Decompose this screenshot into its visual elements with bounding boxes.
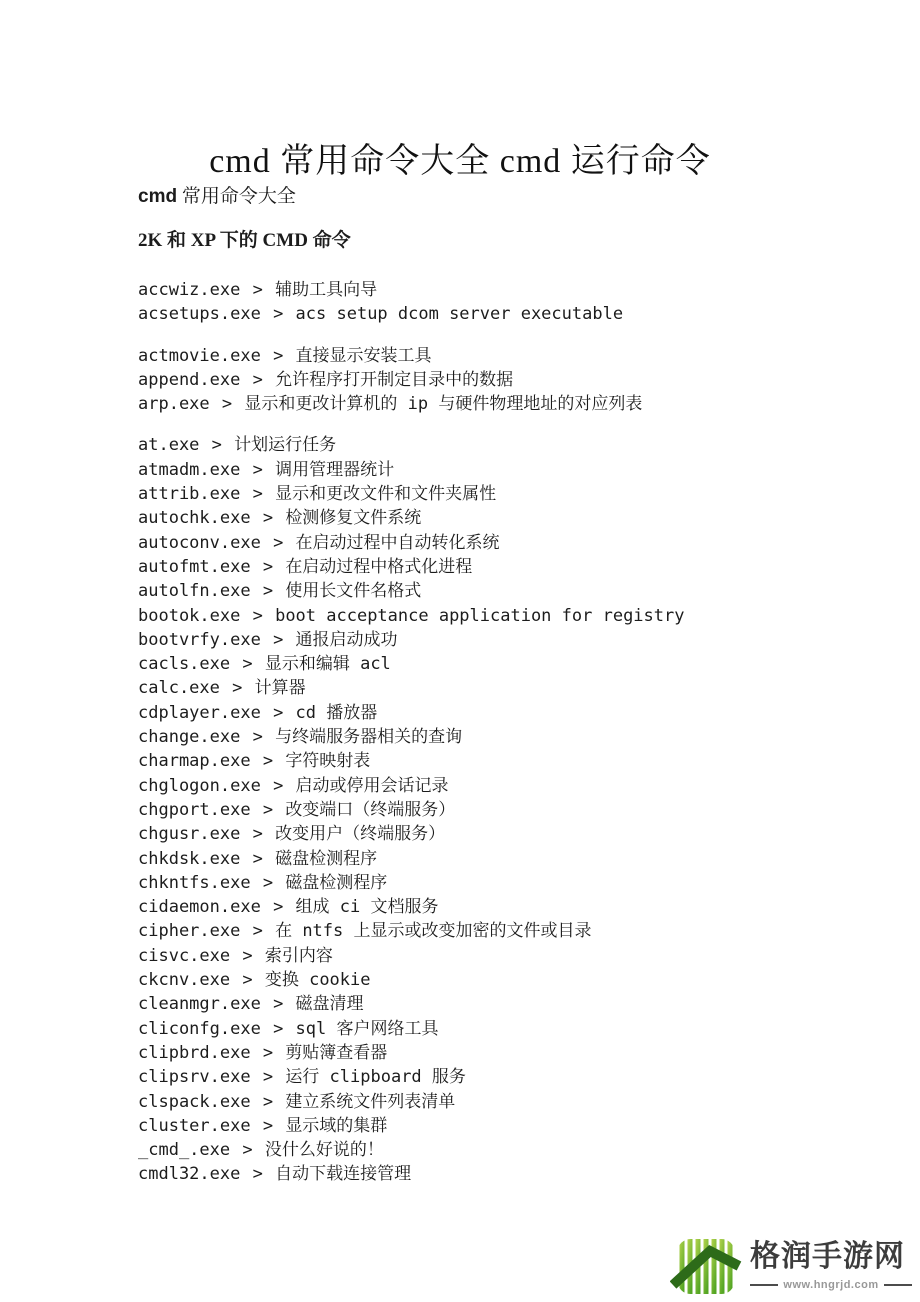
command-name: calc.exe [138,678,220,699]
command-name: cliconfg.exe [138,1018,261,1039]
command-separator: > [232,970,263,991]
command-separator: > [242,921,274,942]
command-line [138,392,798,416]
command-name: cleanmgr.exe [138,994,261,1015]
command-name: change.exe [138,727,241,748]
command-description: 变换 cookie [264,970,371,991]
command-description: 自动下载连接管理 [275,1164,412,1185]
command-description: 在启动过程中格式化进程 [285,556,473,577]
command-name: chkdsk.exe [138,848,241,869]
command-name: chgusr.exe [138,824,241,845]
command-line [138,302,798,326]
command-name: clspack.exe [138,1091,251,1112]
command-name: autoconv.exe [138,532,261,553]
command-name: bootok.exe [138,605,241,626]
command-name: charmap.exe [138,751,251,772]
command-separator: > [262,897,294,918]
command-line [138,1162,798,1186]
command-separator: > [262,345,294,366]
command-description: 计算器 [254,678,306,699]
command-name: clipsrv.exe [138,1067,251,1088]
command-line [138,701,798,725]
site-watermark [670,1238,912,1295]
command-description: 没什么好说的！ [264,1140,384,1161]
site-url: www.hngrjd.com [783,1279,879,1291]
command-line [138,344,798,368]
command-line [138,278,798,302]
subtitle-rest: 常用命令大全 [177,186,296,207]
command-line [138,531,798,555]
command-line [138,1138,798,1162]
command-name: accwiz.exe [138,280,241,300]
command-separator: > [262,532,294,553]
command-description: 显示和更改文件和文件夹属性 [275,484,497,505]
command-line [138,895,798,919]
command-description: 磁盘检测程序 [275,848,378,869]
command-description: 建立系统文件列表清单 [285,1091,456,1112]
command-description: 直接显示安装工具 [295,345,432,366]
command-separator: > [252,508,284,529]
command-separator: > [242,280,274,300]
command-separator: > [242,484,274,505]
command-line [138,847,798,871]
command-description: 通报启动成功 [295,629,398,650]
command-description: 磁盘检测程序 [285,872,388,893]
site-name: 格润手游网 [750,1240,905,1273]
command-list [138,278,798,1187]
command-separator: > [252,872,284,893]
command-name: cmdl32.exe [138,1164,241,1185]
command-description: 显示和更改计算机的 ip 与硬件物理地址的对应列表 [244,394,643,415]
command-name: bootvrfy.exe [138,629,261,650]
command-separator: > [211,394,243,415]
subtitle [138,183,296,210]
command-separator: > [252,1042,284,1063]
command-group [138,433,798,1186]
command-name: autochk.exe [138,508,251,529]
section-heading: 2K 和 XP 下的 CMD 命令 [138,230,351,251]
command-separator: > [242,848,274,869]
command-separator: > [232,1140,263,1161]
command-line [138,1090,798,1114]
command-separator: > [221,678,253,699]
watermark-text-block [750,1238,912,1291]
command-line [138,1041,798,1065]
command-description: 使用长文件名格式 [285,581,422,602]
command-line [138,676,798,700]
command-separator: > [252,556,284,577]
command-name: chkntfs.exe [138,872,251,893]
command-separator: > [242,727,274,748]
command-description: 检测修复文件系统 [285,508,422,529]
command-name: cipher.exe [138,921,241,942]
command-line [138,368,798,392]
command-separator: > [242,459,274,480]
command-description: 改变用户（终端服务） [275,824,446,845]
command-description: cd 播放器 [295,702,378,723]
command-line [138,1114,798,1138]
command-name: cdplayer.exe [138,702,261,723]
command-name: clipbrd.exe [138,1042,251,1063]
command-line [138,798,798,822]
command-name: _cmd_.exe [138,1140,231,1161]
command-line [138,604,798,628]
url-rule-right [884,1284,912,1286]
command-separator: > [242,1164,274,1185]
command-separator: > [252,1067,284,1088]
command-line [138,482,798,506]
command-name: cidaemon.exe [138,897,261,918]
command-line [138,652,798,676]
command-description: 计划运行任务 [234,435,337,456]
command-line [138,1065,798,1089]
command-separator: > [252,799,284,820]
command-separator: > [262,775,294,796]
command-description: 显示和编辑 acl [264,654,391,675]
command-line [138,774,798,798]
command-separator: > [262,304,294,325]
command-name: ckcnv.exe [138,970,231,991]
command-separator: > [252,1091,284,1112]
command-description: sql 客户网络工具 [295,1018,439,1039]
command-description: 允许程序打开制定目录中的数据 [275,369,514,390]
command-line [138,822,798,846]
subtitle-latin: cmd [138,186,178,207]
command-separator: > [242,369,274,390]
command-line [138,628,798,652]
command-line [138,871,798,895]
command-separator: > [242,824,274,845]
command-separator: > [262,702,294,723]
command-separator: > [232,654,263,675]
command-name: acsetups.exe [138,304,261,325]
command-description: 在 ntfs 上显示或改变加密的文件或目录 [275,921,592,942]
command-separator: > [262,994,294,1015]
command-description: 显示域的集群 [285,1115,388,1136]
command-separator: > [242,605,274,626]
command-name: autolfn.exe [138,581,251,602]
command-description: 与终端服务器相关的查询 [275,727,463,748]
command-line [138,919,798,943]
command-line [138,433,798,457]
command-group [138,344,798,417]
command-description: 磁盘清理 [295,994,364,1015]
command-line [138,1017,798,1041]
command-name: append.exe [138,369,241,390]
command-description: 调用管理器统计 [275,459,395,480]
command-separator: > [232,945,263,966]
command-name: cisvc.exe [138,945,231,966]
command-description: 组成 ci 文档服务 [295,897,439,918]
command-description: acs setup dcom server executable [295,304,624,325]
page-title: cmd 常用命令大全 cmd 运行命令 [209,142,711,180]
command-description: 字符映射表 [285,751,371,772]
command-line [138,506,798,530]
command-group [138,278,798,327]
command-name: cacls.exe [138,654,231,675]
command-separator: > [252,751,284,772]
command-description: boot acceptance application for registry [275,605,685,626]
command-name: cluster.exe [138,1115,251,1136]
command-description: 启动或停用会话记录 [295,775,449,796]
url-rule-left [750,1284,778,1286]
command-description: 辅助工具向导 [275,280,378,300]
command-separator: > [262,1018,294,1039]
command-name: at.exe [138,435,200,456]
command-line [138,725,798,749]
command-line [138,579,798,603]
command-line [138,458,798,482]
command-line [138,968,798,992]
command-description: 剪贴簿查看器 [285,1042,388,1063]
command-description: 在启动过程中自动转化系统 [295,532,500,553]
command-name: atmadm.exe [138,459,241,480]
command-separator: > [201,435,233,456]
command-separator: > [262,629,294,650]
command-separator: > [252,581,284,602]
command-line [138,992,798,1016]
command-name: autofmt.exe [138,556,251,577]
command-line [138,749,798,773]
command-description: 运行 clipboard 服务 [285,1067,466,1088]
command-name: arp.exe [138,394,210,415]
command-name: chgport.exe [138,799,251,820]
command-name: attrib.exe [138,484,241,505]
command-line [138,555,798,579]
command-separator: > [252,1115,284,1136]
site-logo-icon [670,1238,742,1295]
command-description: 改变端口（终端服务） [285,799,456,820]
command-line [138,944,798,968]
command-name: actmovie.exe [138,345,261,366]
command-description: 索引内容 [264,945,333,966]
site-url-row [750,1279,912,1291]
command-name: chglogon.exe [138,775,261,796]
